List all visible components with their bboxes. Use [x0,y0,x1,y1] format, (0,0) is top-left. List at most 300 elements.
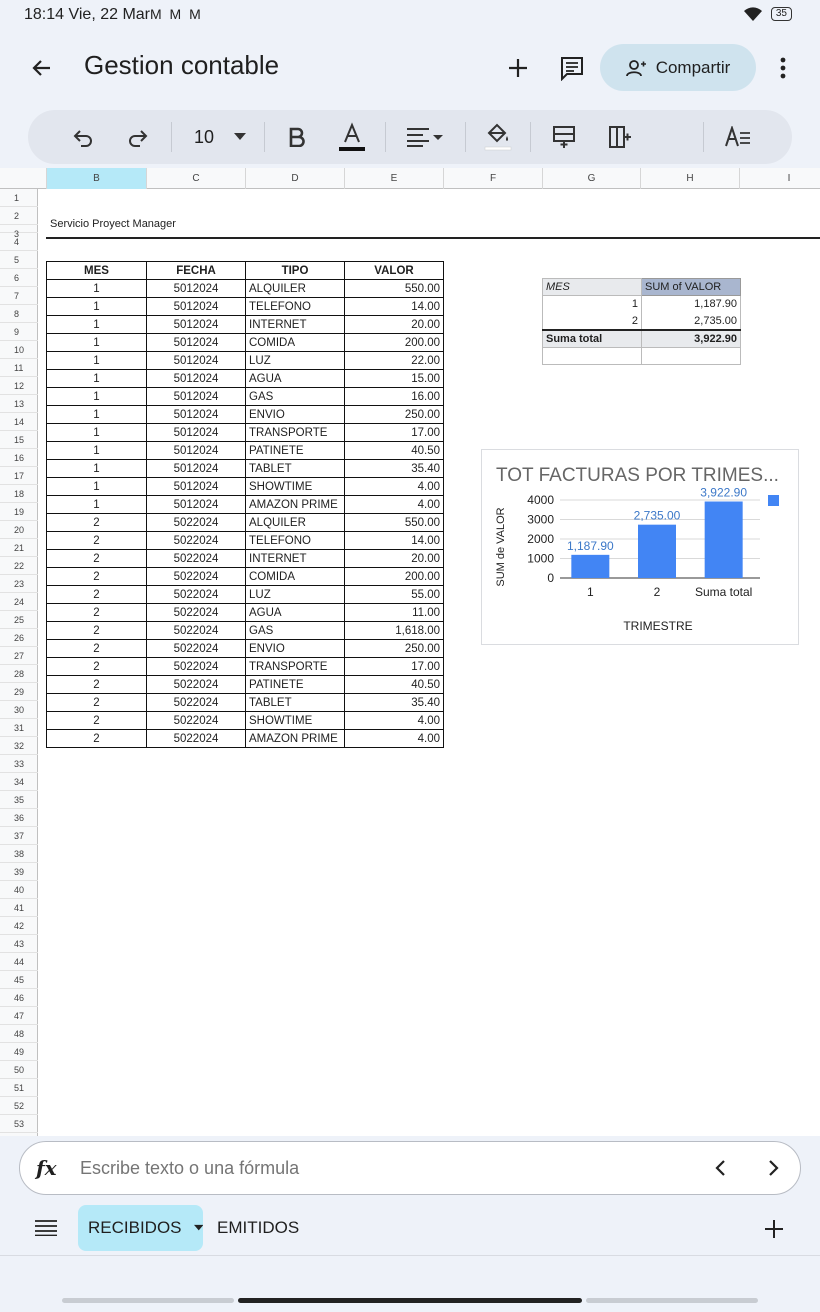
cell-fecha[interactable]: 5022024 [147,640,246,658]
row-header[interactable]: 42 [0,917,38,935]
row-header[interactable]: 8 [0,305,38,323]
cell-fecha[interactable]: 5012024 [147,496,246,514]
next-button[interactable] [758,1152,790,1184]
cell-mes[interactable]: 1 [47,424,147,442]
comments-button[interactable] [550,46,594,90]
cell-mes[interactable]: 2 [47,730,147,748]
text-format-icon [724,126,752,148]
sheet-tabs [0,1205,820,1253]
column-header-h[interactable]: H [640,168,739,189]
tab-emitidos[interactable]: EMITIDOS [217,1218,300,1237]
cell-valor[interactable]: 35.40 [345,460,444,478]
chart-bar[interactable] [705,502,743,578]
cell-tipo[interactable]: LUZ [246,586,345,604]
cell-mes[interactable]: 1 [47,316,147,334]
chart-y-tick-label: 2000 [527,532,554,546]
row-header[interactable]: 45 [0,971,38,989]
tab-recibidos[interactable] [78,1205,203,1251]
cell-valor[interactable]: 550.00 [345,280,444,298]
cell-fecha[interactable]: 5012024 [147,280,246,298]
table-row [47,478,444,496]
toolbar-divider [703,122,704,152]
cell-fecha[interactable]: 5012024 [147,460,246,478]
cell-mes[interactable]: 2 [47,640,147,658]
toolbar-divider [171,122,172,152]
column-header-g[interactable]: G [542,168,640,189]
row-header[interactable]: 11 [0,359,38,377]
row-header[interactable]: 51 [0,1079,38,1097]
formula-input[interactable]: Escribe texto o una fórmula [80,1158,300,1178]
row-header[interactable]: 21 [0,539,38,557]
row-header[interactable]: 16 [0,449,38,467]
row-header[interactable]: 50 [0,1061,38,1079]
table-row [47,640,444,658]
row-header[interactable]: 10 [0,341,38,359]
add-button[interactable] [496,46,540,90]
gesture-bar-right [586,1298,758,1303]
cell-tipo[interactable]: ENVIO [246,406,345,424]
cell-fecha[interactable]: 5022024 [147,694,246,712]
cell-fecha[interactable]: 5022024 [147,676,246,694]
chart-x-tick-label: 2 [653,585,661,599]
cell-tipo[interactable]: TRANSPORTE [246,658,345,676]
cell-valor[interactable]: 17.00 [345,424,444,442]
table-row [47,388,444,406]
cell-fecha[interactable]: 5012024 [147,298,246,316]
table-row [47,532,444,550]
cell-valor[interactable]: 16.00 [345,388,444,406]
pivot-value[interactable]: 2,735.00 [642,313,741,330]
toolbar-divider [465,122,466,152]
cell-mes[interactable]: 2 [47,694,147,712]
cell-mes[interactable]: 2 [47,568,147,586]
toolbar-divider [530,122,531,152]
cell-valor[interactable]: 14.00 [345,532,444,550]
cell-fecha[interactable]: 5012024 [147,334,246,352]
cell-mes[interactable]: 2 [47,550,147,568]
table-row [47,730,444,748]
table-row [47,424,444,442]
cell-valor[interactable]: 550.00 [345,514,444,532]
cell-tipo[interactable]: TELEFONO [246,298,345,316]
header-fecha[interactable]: FECHA [147,262,246,280]
header-valor[interactable]: VALOR [345,262,444,280]
pivot-total-label[interactable]: Suma total [543,330,642,348]
table-row [47,460,444,478]
text-color-button[interactable] [334,110,370,164]
cell-mes[interactable]: 2 [47,514,147,532]
notification-icons: M M M [150,6,203,22]
row-header[interactable]: 46 [0,989,38,1007]
chart-y-tick-label: 0 [547,571,554,585]
table-row [47,316,444,334]
cell-tipo[interactable]: COMIDA [246,334,345,352]
row-header[interactable]: 29 [0,683,38,701]
document-title[interactable]: Gestion contable [84,50,280,80]
all-sheets-button[interactable] [30,1215,62,1241]
add-sheet-button[interactable] [760,1215,788,1243]
table-row [47,622,444,640]
cell-fecha[interactable]: 5012024 [147,406,246,424]
plus-icon [764,1219,784,1239]
row-header[interactable]: 31 [0,719,38,737]
cell-valor[interactable]: 35.40 [345,694,444,712]
row-header[interactable]: 9 [0,323,38,341]
more-options-button[interactable] [766,46,800,90]
row-header[interactable]: 53 [0,1115,38,1133]
table-row [47,586,444,604]
comment-icon [559,55,585,81]
chart-data-label: 2,735.00 [633,508,681,523]
table-row [47,352,444,370]
wifi-icon [743,6,763,22]
share-label: Compartir [655,57,731,77]
row-header[interactable]: 25 [0,611,38,629]
bar-chart[interactable] [481,449,799,645]
row-header[interactable]: 14 [0,413,38,431]
chevron-left-icon [714,1159,726,1177]
spreadsheet-grid[interactable] [0,168,820,1136]
cell-tipo[interactable]: TELEFONO [246,532,345,550]
cell-tipo[interactable]: COMIDA [246,568,345,586]
pivot-header-sum[interactable]: SUM of VALOR [642,279,741,296]
formula-bar[interactable] [19,1141,801,1195]
cell-fecha[interactable]: 5022024 [147,514,246,532]
cell-valor[interactable]: 14.00 [345,298,444,316]
pivot-total-value[interactable]: 3,922.90 [642,330,741,348]
cell-valor[interactable]: 15.00 [345,370,444,388]
row-header[interactable]: 28 [0,665,38,683]
row-header[interactable]: 4 [0,233,38,251]
status-time: 18:14 Vie, 22 Mar [24,6,151,23]
cell-fecha[interactable]: 5012024 [147,370,246,388]
cell-mes[interactable]: 1 [47,442,147,460]
row-header[interactable]: 36 [0,809,38,827]
align-left-icon [405,127,445,147]
app-bar [0,32,820,104]
fill-color-icon [484,122,512,152]
row-header[interactable]: 17 [0,467,38,485]
row-header[interactable]: 44 [0,953,38,971]
row-header[interactable]: 49 [0,1043,38,1061]
pivot-header-mes[interactable]: MES [543,279,642,296]
row-header[interactable]: 23 [0,575,38,593]
chart-y-axis-label: SUM de VALOR [495,507,507,587]
cell-fecha[interactable]: 5022024 [147,586,246,604]
row-header[interactable]: 7 [0,287,38,305]
tab-recibidos-label: RECIBIDOS [88,1218,182,1237]
chart-x-tick-label: 1 [586,585,594,599]
row-header[interactable]: 1 [0,189,38,207]
add-person-icon [626,59,646,77]
font-size-select[interactable] [180,110,260,164]
cell-mes[interactable]: 1 [47,298,147,316]
insert-row-button[interactable] [546,110,582,164]
row-header[interactable]: 34 [0,773,38,791]
cell-tipo[interactable]: TABLET [246,694,345,712]
cell-fecha[interactable]: 5022024 [147,730,246,748]
cell-mes[interactable]: 1 [47,352,147,370]
redo-button[interactable] [119,110,157,164]
cell-mes[interactable]: 2 [47,622,147,640]
header-tipo[interactable]: TIPO [246,262,345,280]
menu-icon [35,1220,57,1236]
row-header[interactable]: 12 [0,377,38,395]
plus-icon [506,56,530,80]
chart-canvas [482,450,800,646]
pivot-key[interactable]: 2 [543,313,642,330]
table-row [47,514,444,532]
cell-tipo[interactable]: LUZ [246,352,345,370]
bold-button[interactable] [280,110,314,164]
cell-valor[interactable]: 250.00 [345,640,444,658]
cell-mes[interactable]: 1 [47,460,147,478]
insert-row-icon [552,125,576,149]
row-header[interactable]: 38 [0,845,38,863]
row-header[interactable]: 22 [0,557,38,575]
cell-tipo[interactable]: ENVIO [246,640,345,658]
cell-mes[interactable]: 2 [47,658,147,676]
cell-fecha[interactable]: 5012024 [147,388,246,406]
table-header-row [47,262,444,280]
cell-fecha[interactable]: 5012024 [147,478,246,496]
text-format-button[interactable] [718,110,758,164]
row-header[interactable]: 47 [0,1007,38,1025]
table-row [47,370,444,388]
cell-valor[interactable]: 200.00 [345,334,444,352]
column-header-i[interactable]: I [739,168,820,189]
cell-tipo[interactable]: TABLET [246,460,345,478]
gesture-handle[interactable] [238,1298,582,1303]
redo-icon [127,126,149,148]
chart-title: TOT FACTURAS POR TRIMES... [496,465,779,486]
text-color-icon [338,122,366,152]
cell-tipo[interactable]: INTERNET [246,550,345,568]
cell-valor[interactable]: 200.00 [345,568,444,586]
service-label: Servicio Proyect Manager [50,218,176,230]
cell-tipo[interactable]: PATINETE [246,676,345,694]
cell-fecha[interactable]: 5022024 [147,532,246,550]
cell-valor[interactable]: 4.00 [345,730,444,748]
row-header[interactable]: 15 [0,431,38,449]
table-row [47,712,444,730]
corner-cell[interactable] [0,168,46,189]
row-header[interactable]: 35 [0,791,38,809]
insert-column-icon [608,125,632,149]
cell-mes[interactable]: 1 [47,406,147,424]
chart-data-label: 3,922.90 [700,485,748,500]
row-headers [0,189,38,1136]
cell-fecha[interactable]: 5022024 [147,622,246,640]
battery-icon: 35 [771,7,792,21]
cell-mes[interactable]: 1 [47,370,147,388]
row-header[interactable]: 52 [0,1097,38,1115]
previous-button[interactable] [704,1152,736,1184]
cell-tipo[interactable]: PATINETE [246,442,345,460]
chart-bar[interactable] [638,525,676,578]
cell-fecha[interactable]: 5022024 [147,550,246,568]
row-header[interactable]: 6 [0,269,38,287]
cell-tipo[interactable]: AGUA [246,370,345,388]
format-toolbar [28,110,792,164]
row-header[interactable]: 5 [0,251,38,269]
cell-tipo[interactable]: AGUA [246,604,345,622]
row-header[interactable]: 2 [0,207,38,225]
table-row [47,334,444,352]
header-mes[interactable]: MES [47,262,147,280]
row-header[interactable]: 48 [0,1025,38,1043]
system-nav-bar [0,1255,820,1312]
caret-down-icon [234,133,246,141]
gesture-bar-left [62,1298,234,1303]
cell-tipo[interactable]: AMAZON PRIME [246,496,345,514]
fill-color-button[interactable] [480,110,516,164]
table-row [47,298,444,316]
cell-tipo[interactable]: GAS [246,388,345,406]
share-button[interactable] [600,44,756,91]
pivot-empty-cell[interactable] [543,347,642,364]
pivot-table [542,278,741,365]
cell-valor[interactable]: 11.00 [345,604,444,622]
caret-down-icon [194,1224,203,1232]
row-header[interactable]: 32 [0,737,38,755]
table-row [47,442,444,460]
column-header-c[interactable]: C [146,168,245,189]
chart-y-tick-label: 4000 [527,493,554,507]
cell-valor[interactable]: 55.00 [345,586,444,604]
cell-mes[interactable]: 1 [47,388,147,406]
cell-mes[interactable]: 1 [47,496,147,514]
pivot-empty-cell[interactable] [642,347,741,364]
cell-valor[interactable]: 22.00 [345,352,444,370]
cell-tipo[interactable]: SHOWTIME [246,712,345,730]
cell-mes[interactable]: 1 [47,478,147,496]
cell-fecha[interactable]: 5022024 [147,658,246,676]
cell-valor[interactable]: 4.00 [345,712,444,730]
cell-mes[interactable]: 2 [47,586,147,604]
table-row [47,406,444,424]
cell-valor[interactable]: 250.00 [345,406,444,424]
cell-fecha[interactable]: 5022024 [147,568,246,586]
cell-fecha[interactable]: 5022024 [147,604,246,622]
cell-fecha[interactable]: 5022024 [147,712,246,730]
toolbar-divider [385,122,386,152]
column-headers [0,168,820,189]
cell-tipo[interactable]: TRANSPORTE [246,424,345,442]
chart-y-tick-label: 3000 [527,512,554,527]
row-header[interactable]: 19 [0,503,38,521]
table-row [47,496,444,514]
cell-valor[interactable]: 20.00 [345,316,444,334]
table-row [47,604,444,622]
row-header[interactable]: 33 [0,755,38,773]
row-header[interactable]: 24 [0,593,38,611]
table-row [47,280,444,298]
table-row [47,568,444,586]
chart-x-axis-label: TRIMESTRE [623,619,693,633]
column-header-e[interactable]: E [344,168,443,189]
cell-mes[interactable]: 2 [47,604,147,622]
cell-valor[interactable]: 4.00 [345,478,444,496]
arrow-left-icon [30,56,54,80]
cell-valor[interactable]: 40.50 [345,676,444,694]
table-row [47,550,444,568]
cell-mes[interactable]: 1 [47,280,147,298]
pivot-key[interactable]: 1 [543,296,642,313]
cell-mes[interactable]: 2 [47,712,147,730]
row-header[interactable]: 39 [0,863,38,881]
insert-column-button[interactable] [602,110,638,164]
row-header[interactable]: 43 [0,935,38,953]
undo-button[interactable] [64,110,102,164]
column-header-b[interactable]: B [46,168,146,189]
chart-legend-swatch [768,495,779,506]
cell-valor[interactable]: 40.50 [345,442,444,460]
chevron-right-icon [768,1159,780,1177]
expenses-table [46,261,444,748]
cell-mes[interactable]: 2 [47,676,147,694]
more-vert-icon [780,57,786,79]
row-header[interactable]: 20 [0,521,38,539]
cell-mes[interactable]: 2 [47,532,147,550]
bold-icon [289,127,305,147]
row-header[interactable]: 27 [0,647,38,665]
chart-bar[interactable] [571,555,609,578]
cell-fecha[interactable]: 5012024 [147,424,246,442]
toolbar-divider [264,122,265,152]
row-header[interactable]: 40 [0,881,38,899]
status-bar [0,0,820,32]
cell-tipo[interactable]: AMAZON PRIME [246,730,345,748]
cell-valor[interactable]: 20.00 [345,550,444,568]
chart-data-label: 1,187.90 [566,538,614,553]
cell-tipo[interactable]: ALQUILER [246,514,345,532]
chart-y-tick-label: 1000 [527,551,554,566]
cell-valor[interactable]: 1,618.00 [345,622,444,640]
row-header[interactable]: 30 [0,701,38,719]
undo-icon [72,126,94,148]
table-row [47,676,444,694]
row-header[interactable]: 3 [0,225,38,233]
row-header[interactable]: 13 [0,395,38,413]
back-button[interactable] [20,46,64,90]
row-header[interactable]: 41 [0,899,38,917]
row-header[interactable]: 18 [0,485,38,503]
align-button[interactable] [400,110,450,164]
divider-line [46,237,820,239]
cell-valor[interactable]: 17.00 [345,658,444,676]
column-header-f[interactable]: F [443,168,542,189]
chart-x-tick-label: Suma total [694,585,753,599]
cell-valor[interactable]: 4.00 [345,496,444,514]
cell-fecha[interactable]: 5012024 [147,316,246,334]
font-size-value: 10 [193,126,215,147]
cell-fecha[interactable]: 5012024 [147,352,246,370]
row-header[interactable]: 26 [0,629,38,647]
cell-mes[interactable]: 1 [47,334,147,352]
table-row [47,658,444,676]
cell-tipo[interactable]: ALQUILER [246,280,345,298]
table-row [47,694,444,712]
row-header[interactable]: 37 [0,827,38,845]
cell-tipo[interactable]: INTERNET [246,316,345,334]
pivot-value[interactable]: 1,187.90 [642,296,741,313]
cell-fecha[interactable]: 5012024 [147,442,246,460]
function-icon: fx [36,1156,57,1180]
cell-tipo[interactable]: SHOWTIME [246,478,345,496]
column-header-d[interactable]: D [245,168,344,189]
cell-tipo[interactable]: GAS [246,622,345,640]
